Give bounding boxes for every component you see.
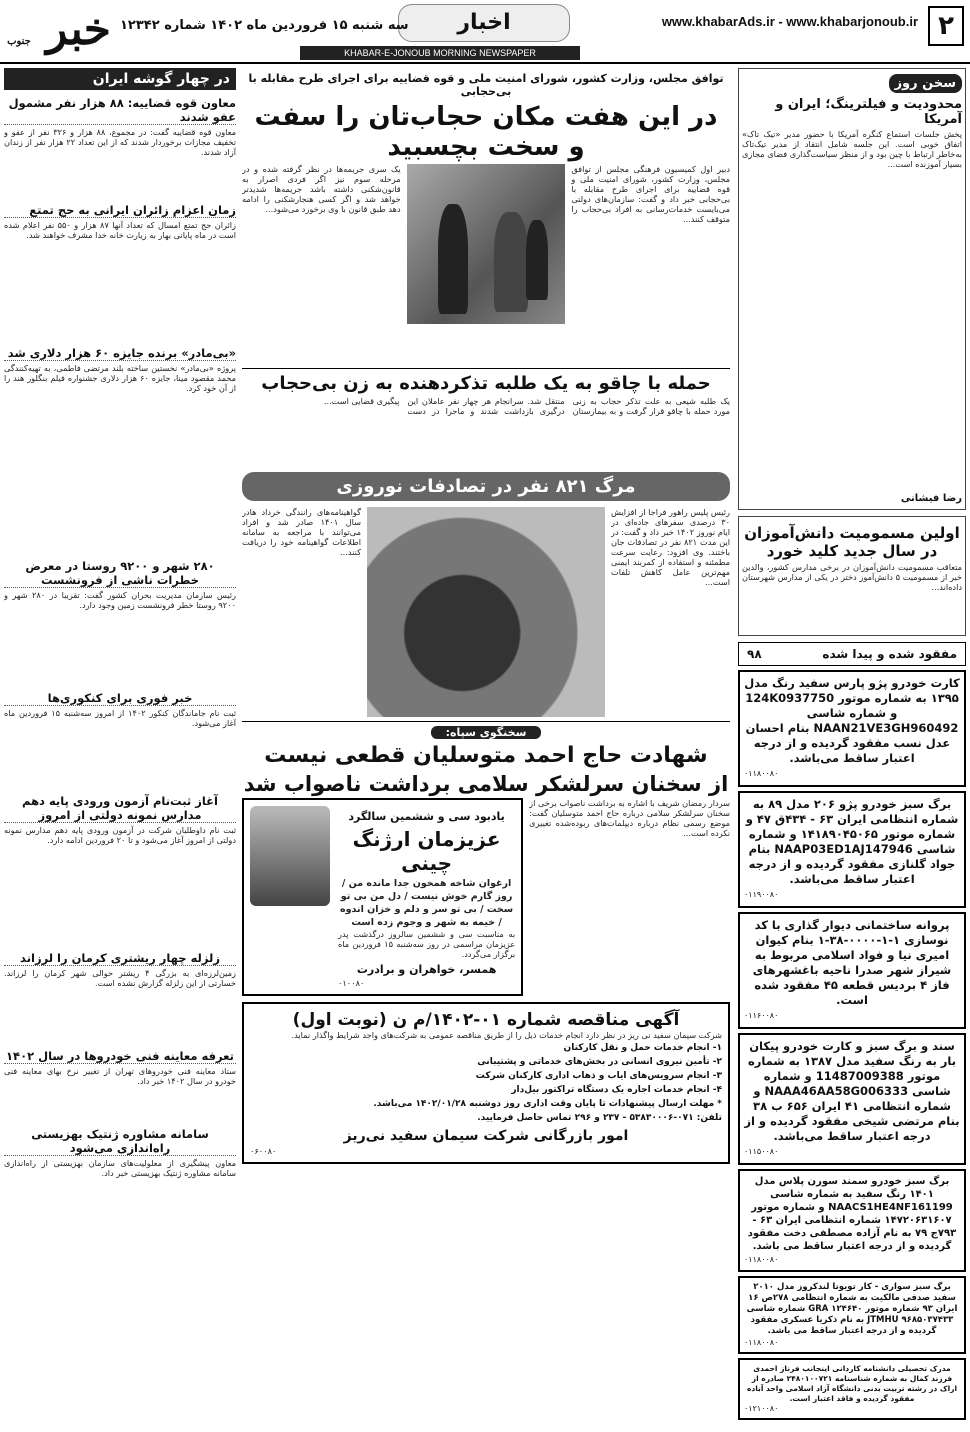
memorial-poem: ارغوان شاخه همخون جدا مانده من / روز گارم خوش نیست / دل من بی تو سخت / بی تو سر و دلم و خزان اندوه / خیمه به شهر و وجوم زده است [340, 878, 514, 928]
hijab-text-b [242, 164, 401, 364]
tender-contact: تلفن: ۰۷۱-۵۳۸۳۰۰۰۶ - ۲۳۷ و ۲۹۶ تماس حاصل فرمایید. [477, 1113, 722, 1123]
section-title: اخبار [398, 4, 570, 42]
ad-meta: ۰۱۱۹۰۰۸۰ [744, 890, 779, 899]
roundup-item [4, 1049, 236, 1121]
tender-line: * مهلت ارسال پیشنهادات تا پایان وقت اداری روز دوشنبه ۱۴۰۲/۰۱/۲۸ می‌باشد. [373, 1099, 722, 1109]
memorial-wrap [242, 798, 523, 996]
tender-title: آگهی مناقصه شماره ۰۱-۱۴۰۲/م ن (نوبت اول) [292, 1010, 680, 1030]
editorial-author: رضا فیشانی [900, 493, 962, 504]
poisoning-title: اولین مسمومیت دانش‌آموزان در سال جدید کلید خورد [744, 524, 960, 560]
dateline: سه شنبه ۱۵ فروردین ماه ۱۴۰۲ شماره ۱۲۳۴۲ [120, 18, 409, 33]
roundup-title: آغاز ثبت‌نام آزمون ورودی پایه دهم مدارس نمونه دولتی از امروز [4, 794, 236, 823]
poisoning-story [738, 516, 966, 636]
memorial-text: به مناسبت سی و ششمین سالروز درگذشت پدر عزیزمان مراسمی در روز سه‌شنبه ۱۵ فروردین ماه برگزار می‌گردد. [338, 929, 516, 959]
hijab-kicker: توافق مجلس، وزارت کشور، شورای امنیت ملی و قوه قضاییه برای اجرای طرح مقابله با بی‌حجابی [248, 72, 724, 98]
accidents-body: رئیس پلیس راهور فراجا از افزایش ۳۰ درصدی سفرهای جاده‌ای در ایام نوروز ۱۴۰۲ خبر داد و گفت: در این مدت ۸۲۱ نفر در تصادفات جان باختند. وی افزود: رعایت سرعت مطمئنه و استفاده از کمربند ایمنی مهم‌ترین عامل کاهش تلفات است... [611, 507, 730, 587]
accidents-text [611, 507, 730, 717]
roundup-title: زلزله چهار ریشتری کرمان را لرزاند [4, 951, 236, 966]
editorial-body: پخش جلسات استماع کنگره آمریکا با حضور مدیر «تیک تاک» اتفاق خوبی است. این جلسه شامل انتقاد از مدیر تیک‌تاک به‌خاطر ارتباط با چین بود و از منظر سیاست‌گذاری فضای مجازی بسیار آموزنده است... [742, 129, 962, 169]
roundup-title: «بی‌مادر» برنده جایزه ۶۰ هزار دلاری شد [4, 346, 236, 361]
ad-text: پروانه ساختمانی دیوار گذاری با کد نوسازی ۱-۱-۰۰۰۰-۳۸-۱ بنام کیوان امیری نیا و فواد اسلامی مربوط به شیراز شهر صدرا ناحیه باغشهرهای فاز ۴ بردیس قطعه ۴۵ مفقود شده است. [752, 918, 952, 1007]
accidents-photo-wrap [367, 507, 605, 717]
roundup-body: ستاد معاینه فنی خودروهای تهران از تغییر نرخ بهای معاینه فنی خودرو در سال ۱۴۰۲ خبر داد. [4, 1066, 236, 1086]
roundup-title: تعرفه معاینه فنی خودروها در سال ۱۴۰۲ [4, 1049, 236, 1064]
ad-meta: ۰۱۱۸۰۰۸۰ [744, 1338, 779, 1347]
irgc-text [529, 798, 730, 996]
roundup-body: معاون قوه قضاییه گفت: در مجموع، ۸۸ هزار و ۳۲۶ نفر از عفو و تخفیف مجازات برخوردار شدند که از این تعداد ۲۲ هزار نفر از زندان آزاد شدند. [4, 127, 236, 157]
memorial-meta: ۰۱۰۰۸۰ [338, 978, 365, 988]
page-number: ۲ [928, 6, 964, 46]
memorial-portrait [250, 806, 330, 906]
memorial-sign: همسر، خواهران و برادرت [356, 963, 497, 976]
right-column [738, 68, 966, 1424]
ad-meta: ۰۱۱۸۰۰۸۰ [744, 1255, 779, 1264]
tender-line: ۲- تأمین نیروی انسانی در بخش‌های خدماتی و پشتیبانی [477, 1057, 722, 1067]
roundup-body: ثبت نام جاماندگان کنکور ۱۴۰۲ از امروز سه‌شنبه ۱۵ فروردین ماه آغاز می‌شود. [4, 708, 236, 728]
masthead-strip: KHABAR-E-JONOUB MORNING NEWSPAPER [300, 46, 580, 60]
logo-text: خبر [46, 4, 111, 55]
memorial-notice [242, 798, 523, 996]
ad-text: برگ سبز سواری - کار تویوتا لندکروز مدل ۲۰۱۰ سفید صدفی مالکیت به شماره انتظامی ۲۷۸ص ۱۶ ایران ۹۳ شماره موتور GRA ۱۲۴۶۴۰ شماره شاسی JTMHU ۹۶۸۵۰۳۷۴۳۳ به نام ذکریا عسکری مفقود گردیده و از درجه اعتبار ساقط می باشد. [746, 1282, 958, 1336]
tender-notice [242, 1002, 730, 1164]
hijab-lead: دبیر اول کمیسیون فرهنگی مجلس از توافق مجلس، وزارت کشور، شورای امنیت ملی و قوه قضاییه برای اجرای طرح مقابله با بی‌حجابی خبر داد و گفت: سازمان‌های دولتی می‌بایست خدمات‌رسانی به افراد بی‌حجاب را متوقف کنند... [571, 164, 730, 224]
ad-text: سند و برگ سبز و کارت خودرو پیکان بار به رنگ سفید مدل ۱۳۸۷ به شماره موتور 11487009388 و شماره شاسی NAAA46AA58G006333 و شماره انتظامی ۴۱ ایران ۶۵۶ ب ۳۸ بنام مرتضی شیخی مفقود گردیده و از درجه اعتبار ساقط می‌باشد. [744, 1039, 960, 1143]
roundup-item [4, 559, 236, 685]
roundup-item [4, 951, 236, 1043]
roundup-item [4, 1127, 236, 1228]
hijab-text-a [571, 164, 730, 364]
knife-attack-title: حمله با چاقو به یک طلبه تذکردهنده به زن بی‌حجاب [261, 373, 711, 394]
roundup-item [4, 96, 236, 197]
roundup-body: زائران حج تمتع امسال که تعداد آنها ۸۷ هزار و ۵۵۰ نفر اعلام شده است در ماه پایانی بهار به زیارت خانه خدا مشرف خواهند شد. [4, 220, 236, 240]
ad-text: برگ سبز خودرو پژو ۲۰۶ مدل ۸۹ به شماره انتظامی ایران ۶۳ - ۴۳۴ق ۴۷ و شماره موتور ۱۴۱۸۹۰۴۵۰۶۵ و شماره شاسی NAAP03ED1AJ147946 بنام جواد گلنازی مفقود گردیده و از درجه اعتبار ساقط می‌باشد. [745, 797, 959, 886]
classified-ad [738, 1358, 966, 1420]
roundup-body: معاون پیشگیری از معلولیت‌های سازمان بهزیستی از راه‌اندازی سامانه مشاوره ژنتیک بهزیستی خبر داد. [4, 1158, 236, 1178]
tender-line: ۳- انجام سرویس‌های ایاب و ذهاب اداری کارکنان شرکت [475, 1071, 722, 1081]
ad-text: کارت خودرو پژو پارس سفید رنگ مدل ۱۳۹۵ به شماره موتور 124K0937750 و شماره شاسی NAAN21VE3GH960492 بنام احسان عدل نسب مفقود گردیده و از درجه اعتبار ساقط می‌باشد. [744, 676, 960, 765]
classified-ad [738, 670, 966, 787]
lost-found-code: ۹۸ [747, 647, 762, 661]
accidents-story [242, 507, 730, 717]
tender-line: ۱- انجام خدمات حمل و نقل کارکنان [563, 1043, 722, 1053]
photo-figure [526, 220, 548, 300]
ad-meta: ۰۱۲۱۰۰۸۰ [744, 1404, 779, 1413]
roundup-item [4, 203, 236, 340]
roundup-title: ۲۸۰ شهر و ۹۲۰۰ روستا در معرض خطرات ناشی از فرونشست [4, 559, 236, 588]
classified-ad [738, 1169, 966, 1272]
middle-column [242, 68, 730, 1164]
roundup-title: سامانه مشاوره ژنتیک بهزیستی راه‌اندازی می‌شود [4, 1127, 236, 1156]
hijab-headline: در این هفت مکان حجاب‌تان را سفت و سخت بچسبید [254, 102, 718, 162]
divider [242, 721, 730, 722]
ad-text: مدرک تحصیلی دانشنامه کاردانی اینجانب فرناز احمدی فرزند کمال به شماره شناسنامه ۲۴۸۰۱۰۰۷۲۱ صادره از اراک در رشته تربیت بدنی دانشگاه آزاد اسلامی واحد آباده مفقود گردیده و فاقد اعتبار است. [746, 1364, 958, 1403]
car-crash-photo [367, 507, 605, 717]
roundup-title: زمان اعزام زائران ایرانی به حج تمتع [4, 203, 236, 218]
editorial-title: محدودیت و فیلترینگ؛ ایران و آمریکا [775, 97, 962, 127]
classified-ad [738, 912, 966, 1029]
irgc-and-memorial [242, 798, 730, 996]
editorial-box [738, 68, 966, 510]
tender-intro: شرکت سیمان سفید نی ریز در نظر دارد انجام خدمات ذیل را از طریق مناقصه عمومی به شرکت‌های واجد شرایط واگذار نماید. [291, 1030, 722, 1040]
poisoning-body: متعاقب مسمومیت دانش‌آموزان در برخی مدارس کشور، والدین خبر از مسمومیت ۵ دانش‌آموز دختر در یکی از مدارس شهرستان داده‌اند... [742, 562, 962, 592]
classified-ad [738, 1276, 966, 1354]
memorial-text-block [338, 806, 515, 988]
irgc-body: سردار رمضان شریف با اشاره به برداشت ناصواب برخی از سخنان سرلشکر سلامی درباره حاج احمد متوسلیان گفت: موضع رسمی نظام درباره دیپلمات‌های ربوده‌شده تغییری نکرده است... [529, 798, 730, 838]
roundup-body: پروژه «بی‌مادر» نخستین ساخته بلند مرتضی فاطمی، به تهیه‌کنندگی محمد مقصود مینا، جایزه ۶۰ هزار دلاری جشنواره فیلم بنگلور هند را از آن خود کرد. [4, 363, 236, 393]
roundup-body: رئیس سازمان مدیریت بحران کشور گفت: تقریبا در ۲۸۰ شهر و ۹۲۰۰ روستا خطر فرونشست زمین وجود دارد. [4, 590, 236, 610]
memorial-heading: یادبود سی و ششمین سالگرد [348, 810, 505, 823]
roundup-item [4, 691, 236, 788]
roundup-title: معاون قوه قضاییه: ۸۸ هزار نفر مشمول عفو شدند [4, 96, 236, 125]
irgc-subtitle: از سخنان سرلشکر سلامی برداشت ناصواب شد [243, 772, 729, 796]
divider [242, 368, 730, 369]
tender-line: ۴- انجام خدمات اجاره یک دستگاه تراکتور بیل‌دار [511, 1085, 722, 1095]
hijab-story [242, 164, 730, 364]
logo-sub: جنوب [7, 36, 31, 47]
license-story-body: گواهینامه‌های رانندگی خرداد هادر سال ۱۴۰۱ صادر شد و افراد می‌توانند با مراجعه به سامانه اطلاعات گواهینامه خود را دریافت کنند... [242, 507, 361, 557]
tender-sign: امور بازرگانی شرکت سیمان سفید نی‌ریز [343, 1128, 629, 1144]
classified-ad [738, 1033, 966, 1165]
hijab-lead-2: یک سری جریمه‌ها در نظر گرفته شده و در مرحله سوم نیز اگر فردی اصرار به قانون‌شکنی داشته باشد جریمه‌ها شدیدتر خواهد شد و اگر کسی هنجارشکنی را ادامه دهد طبق قانون با وی برخورد می‌شود... [241, 164, 401, 214]
lost-found-header [738, 642, 966, 666]
classified-ad [738, 791, 966, 908]
roundup-item [4, 346, 236, 553]
memorial-name: عزیزمان ارژنگ چینی [352, 827, 501, 875]
roundup-item [4, 794, 236, 945]
irgc-title: شهادت حاج احمد متوسلیان قطعی نیست [264, 743, 708, 768]
ad-meta: ۰۱۱۵۰۰۸۰ [744, 1147, 779, 1156]
irgc-kicker: سخنگوی سپاه: [431, 726, 541, 739]
roundup-title: خبر فوری برای کنکوری‌ها [4, 691, 236, 706]
roundup-body: زمین‌لرزه‌ای به بزرگی ۴ ریشتر حوالی شهر کرمان را لرزاند. خسارتی از این زلزله گزارش نشده است. [4, 968, 236, 988]
hijab-photo-wrap [407, 164, 566, 364]
ad-meta: ۰۱۱۶۰۰۸۰ [744, 1011, 779, 1020]
masthead [0, 0, 970, 64]
photo-figure [494, 212, 528, 312]
site-urls[interactable]: www.khabarAds.ir - www.khabarjonoub.ir [661, 14, 918, 29]
lost-found-label: مفقود شده و پیدا شده [822, 647, 957, 661]
newspaper-logo [4, 2, 114, 58]
ad-text: برگ سبز خودرو سمند سورن پلاس مدل ۱۴۰۱ رنگ سفید به شماره شاسی NAACS1HE4NF161199 و شماره موتور ۱۴۷۲۰۶۳۱۶۰۷ شماره انتظامی ایران ۶۳ - ۷۹۳ج ۷۹ به نام آزاده مصطفی دخت مفقود گردیده و از درجه اعتبار ساقط می باشد. [747, 1176, 957, 1252]
street-photo [407, 164, 566, 324]
accidents-banner: مرگ ۸۲۱ نفر در تصادفات نوروزی [242, 472, 730, 501]
tender-meta: ۰۶۰۰۸۰ [250, 1146, 277, 1156]
left-column [4, 68, 236, 1228]
knife-attack-body: یک طلبه شیعی به علت تذکر حجاب به زنی مورد حمله با چاقو قرار گرفت و به بیمارستان منتقل شد. سرانجام هر چهار نفر عاملان این درگیری بازداشت شدند و ماجرا در دست پیگیری قضایی است... [323, 396, 730, 416]
roundup-body: ثبت نام داوطلبان شرکت در آزمون ورودی پایه دهم مدارس نمونه دولتی از امروز آغاز می‌شود و تا ۲۰ فروردین ادامه دارد. [4, 825, 236, 845]
editorial-label: سخن روز [889, 74, 962, 93]
photo-figure [438, 204, 468, 314]
accidents-side [242, 507, 361, 717]
news-roundup-label: در چهار گوشه ایران [4, 68, 236, 90]
ad-meta: ۰۱۱۸۰۰۸۰ [744, 769, 779, 778]
